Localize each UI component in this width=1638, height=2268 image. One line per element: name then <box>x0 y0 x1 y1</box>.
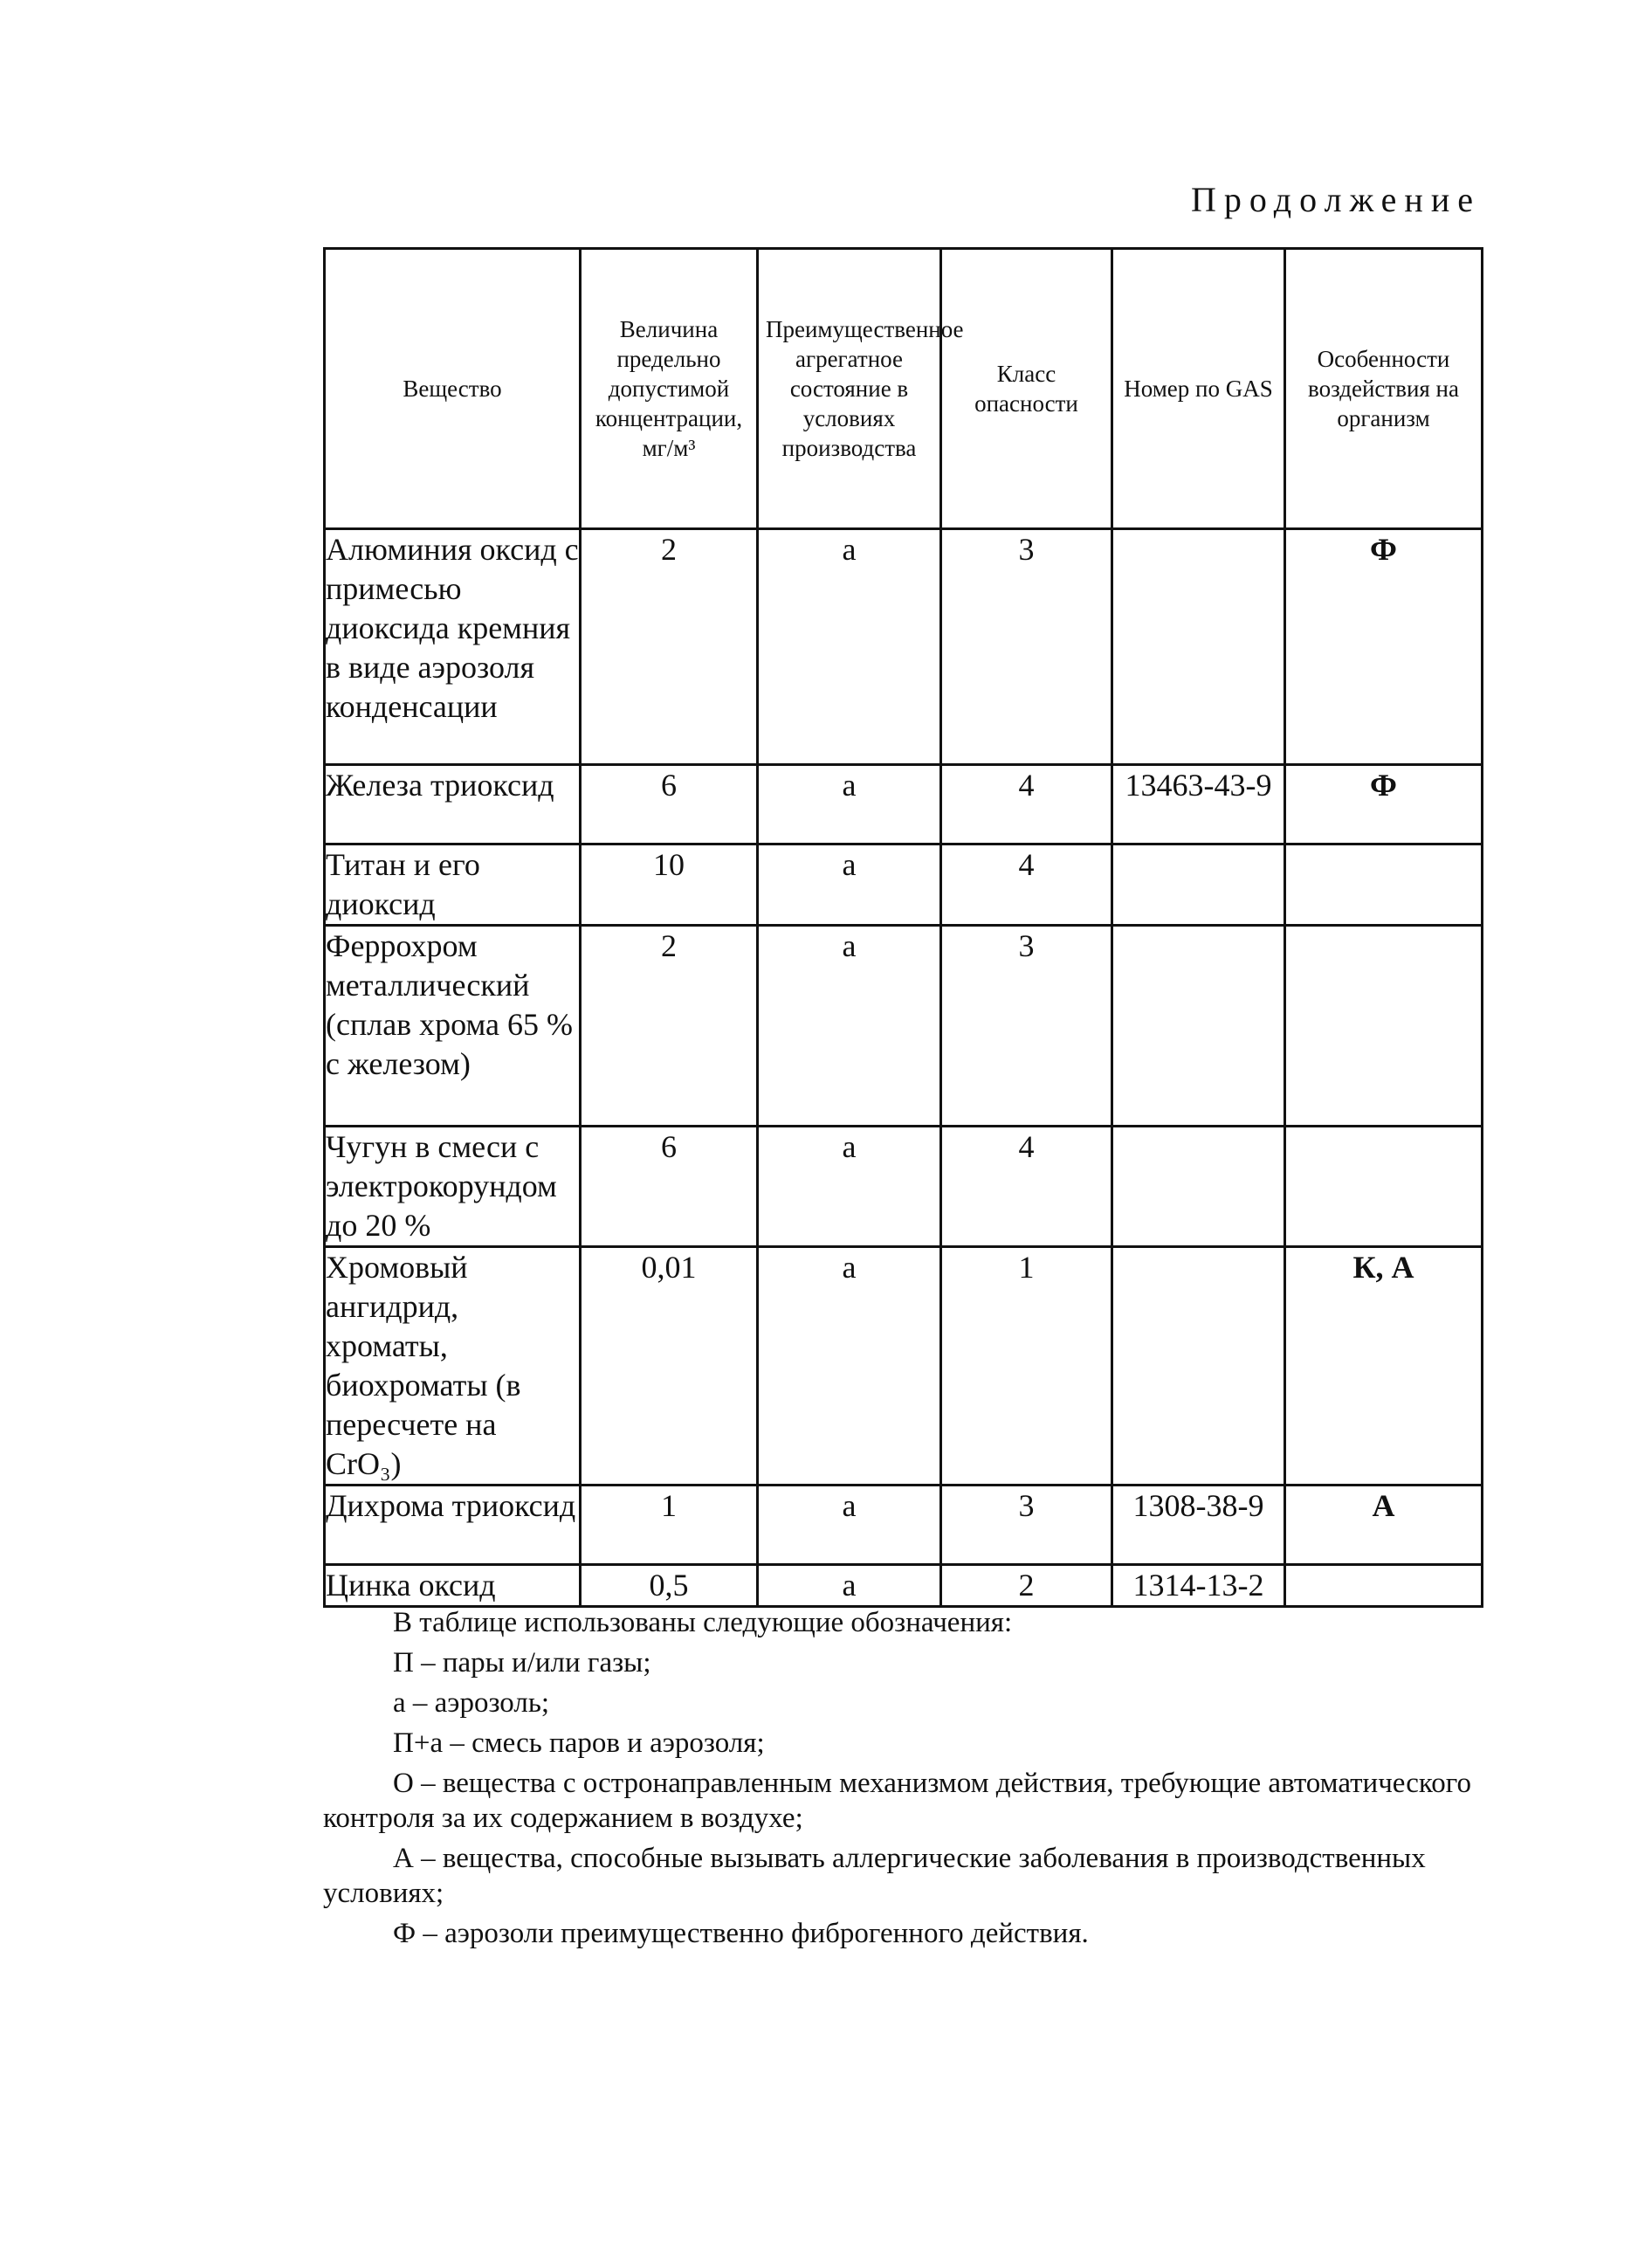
cell-state: а <box>758 1247 941 1486</box>
cell-pdk: 6 <box>581 1127 758 1247</box>
cell-substance: Чугун в смеси с электрокорундом до 20 % <box>325 1127 581 1247</box>
cell-pdk: 6 <box>581 765 758 844</box>
cell-pdk: 2 <box>581 926 758 1127</box>
cell-substance: Титан и его диоксид <box>325 844 581 926</box>
table-row <box>325 1247 1483 1486</box>
cell-state: а <box>758 926 941 1127</box>
cell-cas <box>1112 1247 1285 1486</box>
cell-substance: Дихрома триоксид <box>325 1486 581 1565</box>
cell-state: а <box>758 844 941 926</box>
table-row <box>325 765 1483 844</box>
cell-class: 3 <box>941 1486 1112 1565</box>
cell-state: а <box>758 529 941 765</box>
header-hazard-class: Класс опасности <box>941 249 1112 529</box>
cell-substance: Хромовый ангидрид, хроматы, биохроматы (в пересчете на CrO₃) <box>325 1247 581 1486</box>
cell-effect: Ф <box>1285 529 1483 765</box>
cell-class: 4 <box>941 1127 1112 1247</box>
table-row <box>325 1127 1483 1247</box>
header-substance: Вещество <box>325 249 581 529</box>
cell-pdk: 10 <box>581 844 758 926</box>
table-row <box>325 926 1483 1127</box>
cell-cas <box>1112 844 1285 926</box>
continuation-label: Продолжение <box>1191 180 1481 219</box>
cell-cas: 13463-43-9 <box>1112 765 1285 844</box>
cell-effect <box>1285 1565 1483 1607</box>
cell-substance: Феррохром металлический (сплав хрома 65 % с железом) <box>325 926 581 1127</box>
cell-cas <box>1112 529 1285 765</box>
table-row <box>325 844 1483 926</box>
note-intro: В таблице использованы следующие обозначения: <box>393 1607 1013 1638</box>
cell-cas: 1314-13-2 <box>1112 1565 1285 1607</box>
cell-pdk: 0,01 <box>581 1247 758 1486</box>
note-aerosol: а – аэрозоль; <box>393 1687 550 1719</box>
cell-cas <box>1112 926 1285 1127</box>
cell-pdk: 2 <box>581 529 758 765</box>
table-row <box>325 1486 1483 1565</box>
cell-pdk: 0,5 <box>581 1565 758 1607</box>
cell-class: 1 <box>941 1247 1112 1486</box>
cell-state: а <box>758 1486 941 1565</box>
note-vapors: П – пары и/или газы; <box>393 1647 651 1679</box>
cell-effect: А <box>1285 1486 1483 1565</box>
cell-substance: Алюминия оксид с примесью диоксида кремния в виде аэрозоля конденсации <box>325 529 581 765</box>
cell-substance: Железа триоксид <box>325 765 581 844</box>
cell-effect: Ф <box>1285 765 1483 844</box>
cell-cas: 1308-38-9 <box>1112 1486 1285 1565</box>
legend-notes <box>323 1605 1481 1956</box>
cell-effect: К, А <box>1285 1247 1483 1486</box>
cell-effect <box>1285 844 1483 926</box>
header-effect: Особенности воздействия на организм <box>1285 249 1483 529</box>
cell-cas <box>1112 1127 1285 1247</box>
cell-class: 4 <box>941 844 1112 926</box>
cell-class: 4 <box>941 765 1112 844</box>
header-cas: Номер по GAS <box>1112 249 1285 529</box>
table-row <box>325 529 1483 765</box>
header-pdk: Величина предельно допустимой концентрации, мг/м³ <box>581 249 758 529</box>
cell-substance: Цинка оксид <box>325 1565 581 1607</box>
cell-state: а <box>758 1565 941 1607</box>
note-acute: О – вещества с остронаправленным механизмом действия, требующие автоматического контроля за их содержанием в воздухе; <box>323 1768 1471 1834</box>
cell-class: 3 <box>941 926 1112 1127</box>
cell-state: а <box>758 1127 941 1247</box>
cell-effect <box>1285 1127 1483 1247</box>
cell-pdk: 1 <box>581 1486 758 1565</box>
cell-effect <box>1285 926 1483 1127</box>
table-row <box>325 1565 1483 1607</box>
cell-class: 3 <box>941 529 1112 765</box>
note-fibrogenic: Ф – аэрозоли преимущественно фиброгенного действия. <box>393 1918 1089 1949</box>
cell-class: 2 <box>941 1565 1112 1607</box>
note-mixture: П+а – смесь паров и аэрозоля; <box>393 1727 765 1759</box>
header-state: Преимущественное агрегатное состояние в условиях производства <box>758 249 941 529</box>
note-allergic: А – вещества, способные вызывать аллергические заболевания в производственных условиях; <box>323 1843 1426 1909</box>
substances-table <box>323 247 1483 1608</box>
cell-state: а <box>758 765 941 844</box>
table-header-row <box>325 249 1483 529</box>
